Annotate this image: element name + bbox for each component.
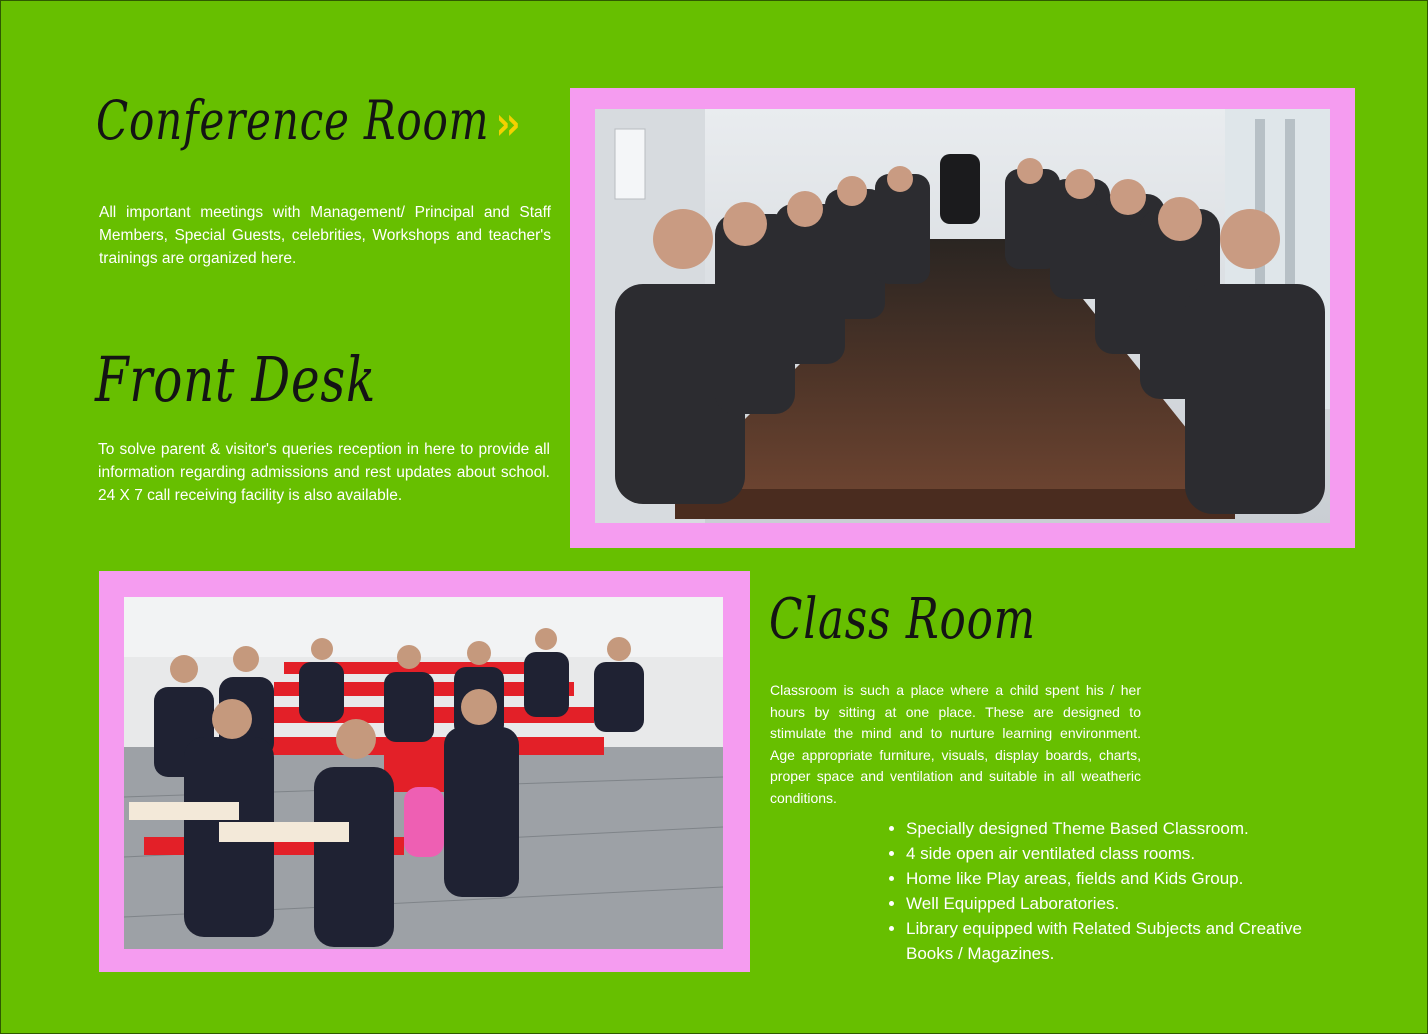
feature-item: Specially designed Theme Based Classroom. [887,816,1307,841]
feature-item: Library equipped with Related Subjects and Creative Books / Magazines. [887,916,1307,966]
feature-item: 4 side open air ventilated class rooms. [887,841,1307,866]
classroom-photo-frame [99,571,750,972]
feature-item: Well Equipped Laboratories. [887,891,1307,916]
classroom-heading: Class Room [769,587,1036,652]
front-desk-description: To solve parent & visitor's queries reception in here to provide all information regarding admissions and rest updates about school. 24 X 7 call receiving facility is also available. [98,441,550,504]
double-chevron-right-icon: ›› [495,96,516,150]
front-desk-heading: Front Desk [95,343,377,416]
conference-room-description: All important meetings with Management/ Principal and Staff Members, Special Guests, celebrities, Workshops and teacher's trainings are organized here. [99,204,551,267]
feature-item: Home like Play areas, fields and Kids Group. [887,866,1307,891]
classroom-description: Classroom is such a place where a child spent his / her hours by sitting at one place. These are designed to stimulate the mind and to nurture learning environment. Age appropriate furniture, visuals, display boards, charts, proper space and ventilation and suitable in all weatheric conditions. [770,682,1141,806]
conference-room-title: Conference Room [96,89,490,152]
conference-room-photo [595,109,1330,523]
classroom-photo [124,597,723,949]
classroom-features-list [887,816,1307,966]
conference-room-heading [96,89,516,152]
conference-room-photo-frame [570,88,1355,548]
